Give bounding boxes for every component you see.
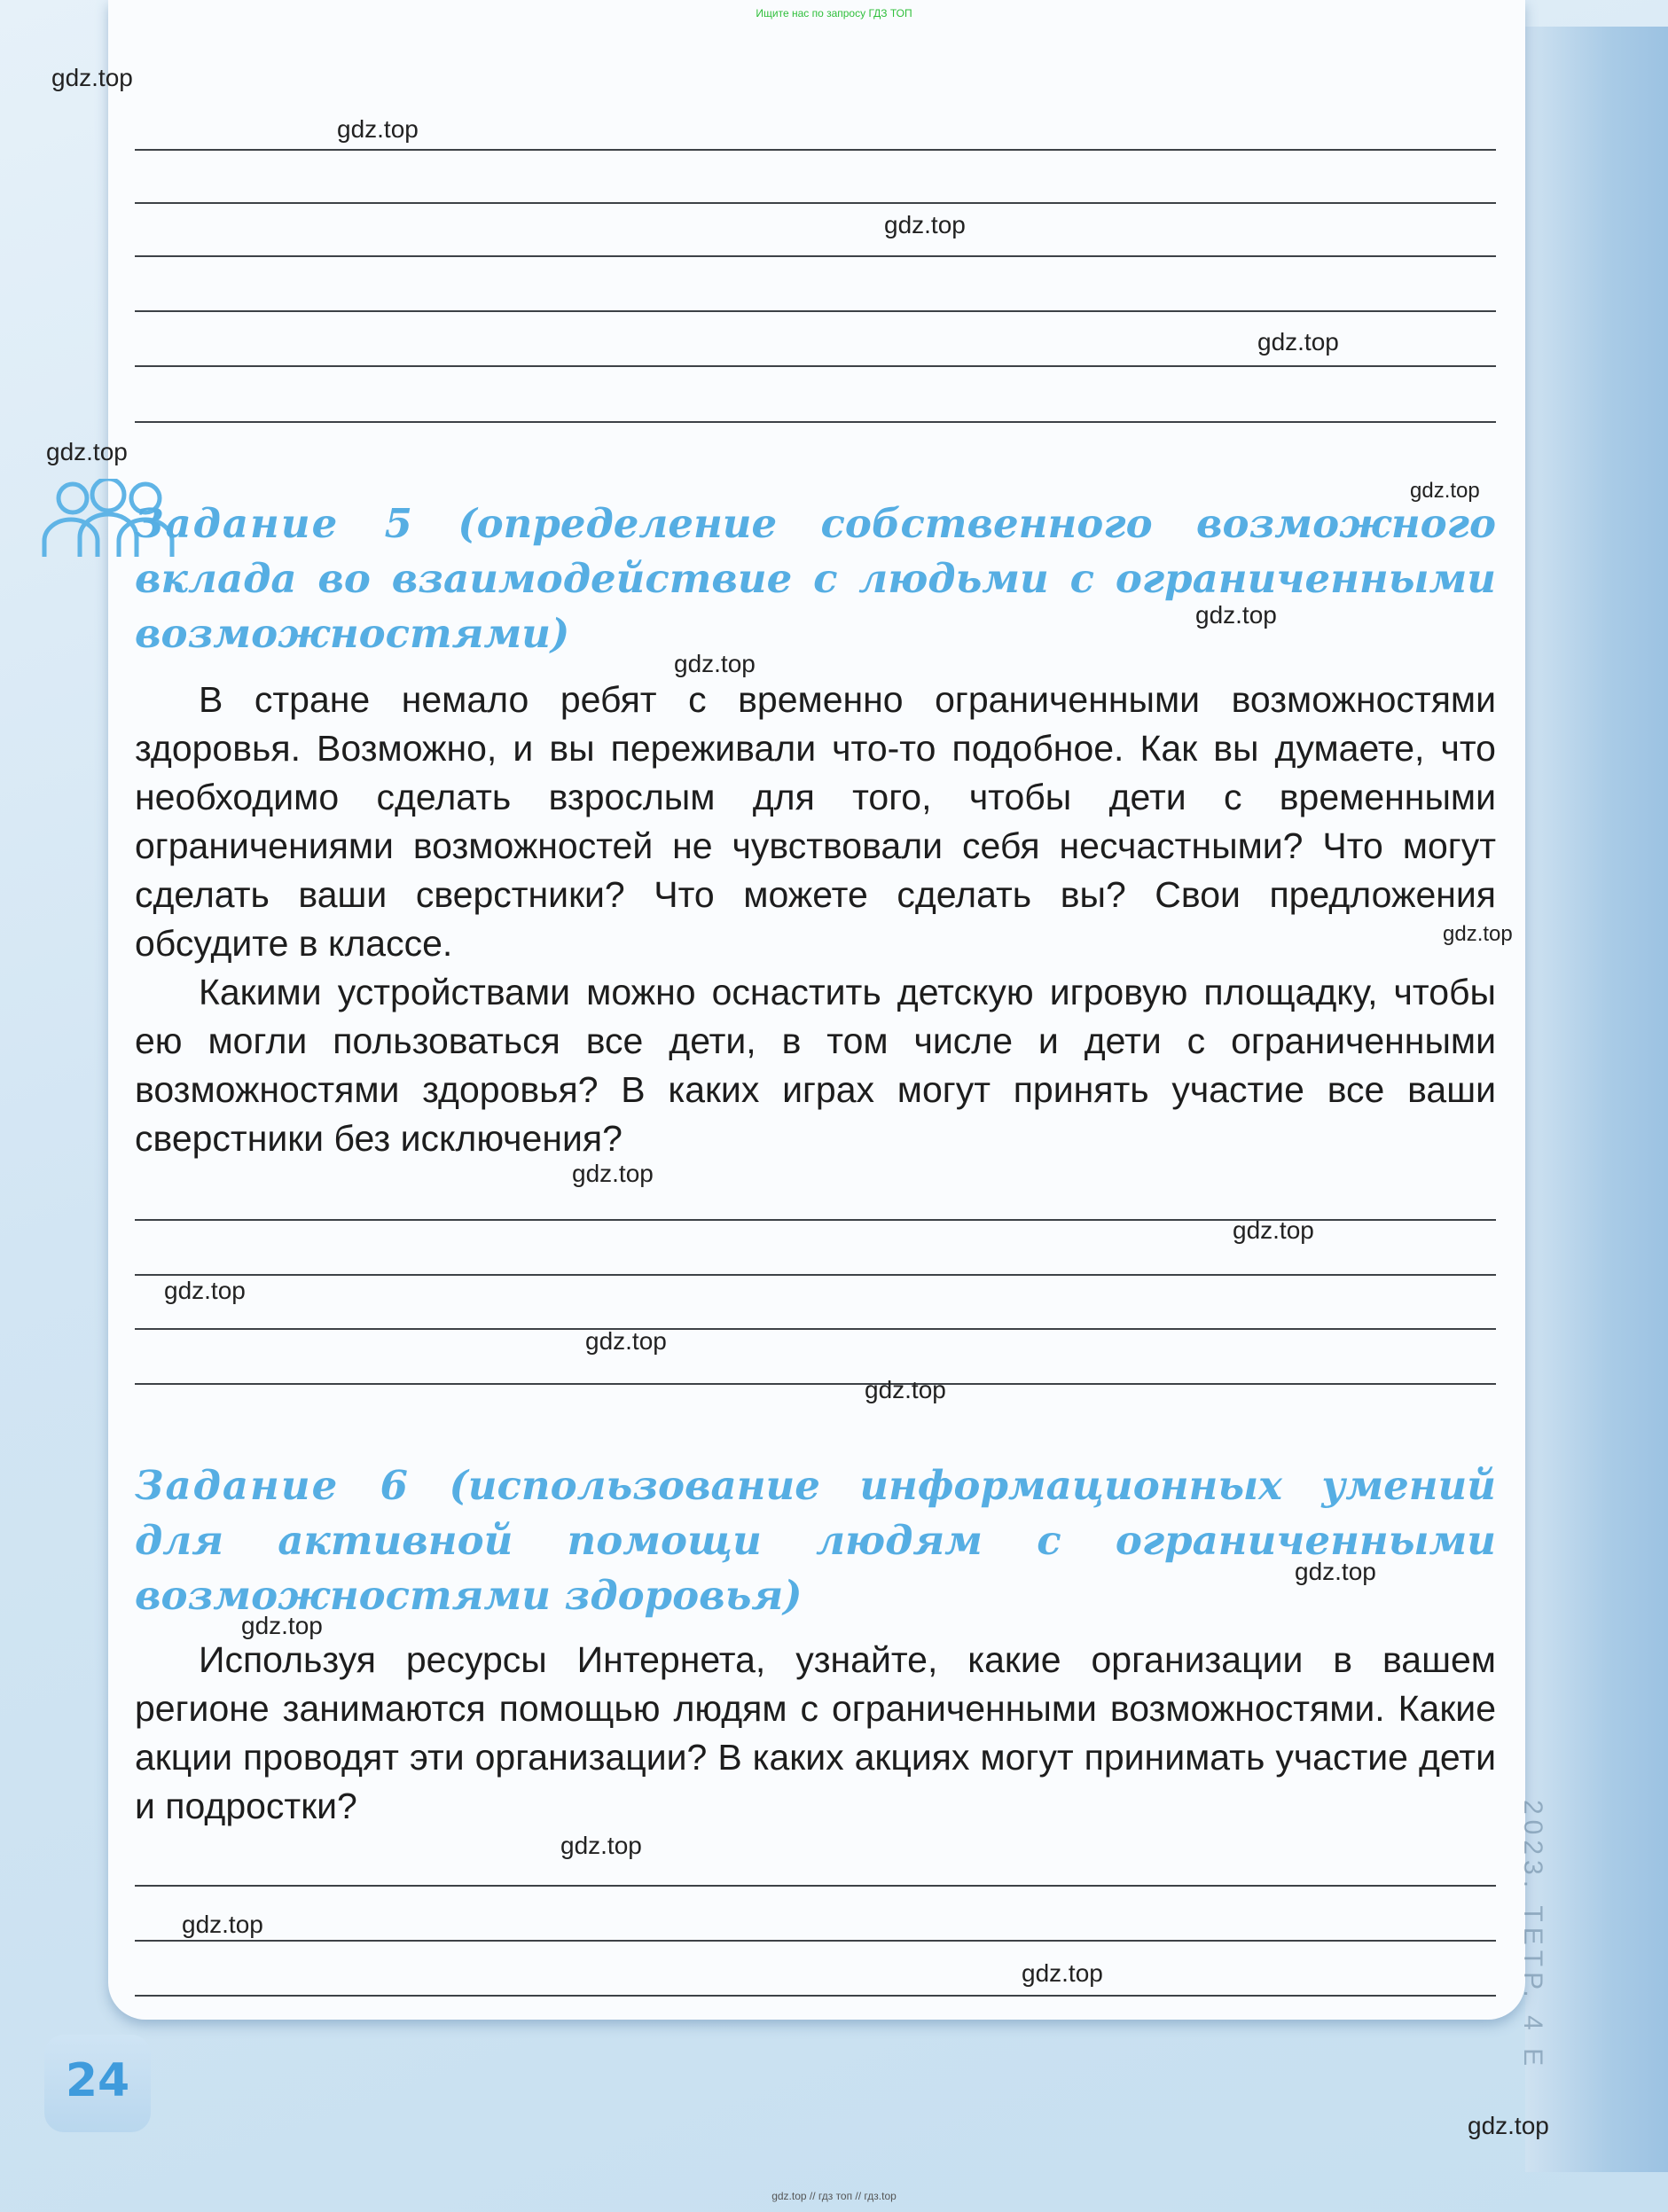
- answer-line: [135, 149, 1496, 151]
- task5-subtitle: (определение собственного возможного вклада во взаимодействие с людьми с ограниченными возможностями): [135, 500, 1496, 657]
- watermark: gdz.top: [585, 1327, 667, 1355]
- watermark: gdz.top: [46, 438, 128, 465]
- task5-paragraph: В стране немало ребят с временно ограниченными возможностями здоровья. Возможно, и вы переживали что-то подобное. Как вы думаете, что необходимо сделать взрослым для того, чтобы дети с временными ограничениями возможностей не чувствовали себя несчастными? Что могут сделать ваши сверстники? Что можете сделать вы? Свои предложения обсудите в классе.: [135, 679, 1496, 964]
- watermark: gdz.top: [1410, 479, 1480, 503]
- watermark: gdz.top: [1022, 1959, 1103, 1987]
- task6-heading: [135, 1458, 1496, 1623]
- answer-line: [135, 421, 1496, 423]
- watermark: gdz.top: [572, 1160, 654, 1187]
- watermark: gdz.top: [241, 1612, 323, 1639]
- task6-subtitle: (использование информационных умений для активной помощи людям с ограниченными возможностями здоровья): [135, 1462, 1496, 1619]
- answer-line: [135, 310, 1496, 312]
- task5-heading: [135, 496, 1496, 661]
- watermark: gdz.top: [337, 115, 419, 143]
- watermark: gdz.top: [1195, 601, 1277, 629]
- watermark: gdz.top: [164, 1277, 246, 1304]
- task6-body: [135, 1636, 1496, 1831]
- watermark: gdz.top: [1443, 922, 1513, 946]
- task6-label: Задание 6: [135, 1462, 410, 1509]
- watermark: gdz.top: [51, 64, 133, 91]
- watermark: gdz.top: [884, 211, 966, 238]
- watermark: gdz.top: [1233, 1216, 1314, 1244]
- answer-line: [135, 1885, 1496, 1887]
- answer-line: [135, 1328, 1496, 1330]
- watermark: gdz.top: [865, 1376, 946, 1403]
- answer-line: [135, 1274, 1496, 1276]
- header-note: Ищите нас по запросу ГДЗ ТОП: [756, 7, 912, 20]
- task6-paragraph: Используя ресурсы Интернета, узнайте, какие организации в вашем регионе занимаются помощью людям с ограниченными возможностями. Какие акции проводят эти организации? В каких акциях могут принимать участие дети и подростки?: [135, 1639, 1496, 1826]
- answer-line: [135, 1940, 1496, 1942]
- answer-line: [135, 1995, 1496, 1997]
- watermark: gdz.top: [1257, 328, 1339, 356]
- task5-paragraph: Какими устройствами можно оснастить детскую игровую площадку, чтобы ею могли пользоваться все дети, в том числе и дети с ограниченными возможностями здоровья? В каких играх могут принять участие все ваши сверстники без исключения?: [135, 972, 1496, 1159]
- task5-body: [135, 676, 1496, 1163]
- watermark: gdz.top: [1468, 2112, 1549, 2139]
- side-label: 2023. ТЕТР. 4 Е: [1518, 1800, 1547, 2072]
- watermark: gdz.top: [182, 1911, 263, 1938]
- answer-line: [135, 202, 1496, 204]
- watermark: gdz.top: [674, 650, 756, 677]
- task5-label: Задание 5: [135, 500, 414, 547]
- page-number-badge: [44, 2035, 151, 2132]
- page-number: 24: [65, 2054, 130, 2107]
- answer-line: [135, 255, 1496, 257]
- answer-line: [135, 365, 1496, 367]
- footer-note: gdz.top // гдз топ // гдз.top: [771, 2190, 897, 2202]
- watermark: gdz.top: [560, 1832, 642, 1859]
- watermark: gdz.top: [1295, 1558, 1376, 1585]
- answer-line: [135, 1383, 1496, 1385]
